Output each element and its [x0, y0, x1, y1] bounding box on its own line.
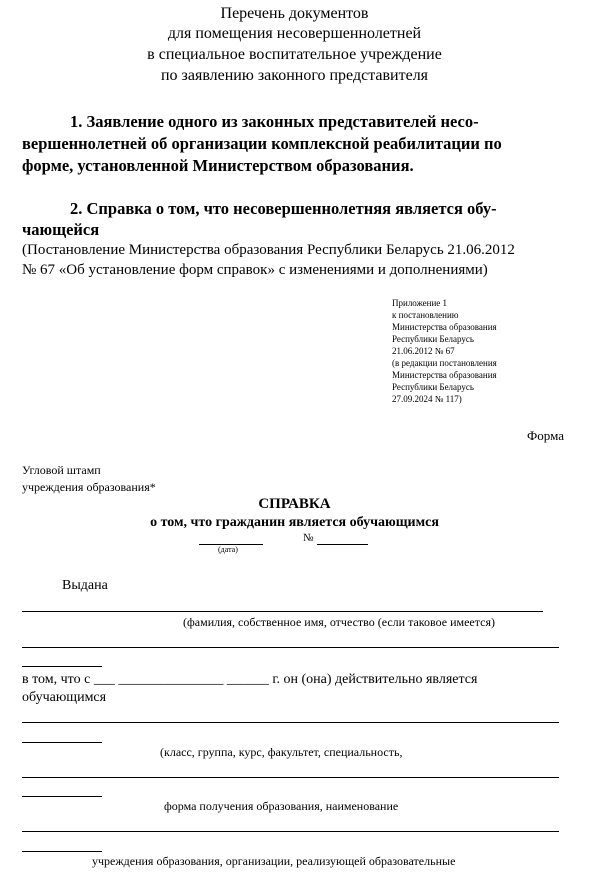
- number-line: [317, 544, 368, 545]
- fio-caption: (фамилия, собственное имя, отчество (если таковое имеется): [183, 615, 495, 629]
- appendix-block: [392, 297, 497, 405]
- appendix-line: Приложение 1: [392, 298, 448, 308]
- fact-text-2: обучающимся: [22, 690, 107, 705]
- form-label: Форма: [527, 428, 564, 443]
- class-caption: (класс, группа, курс, факультет, специальность,: [160, 745, 403, 759]
- institution-line: [22, 831, 559, 832]
- date-caption: (дата): [218, 545, 238, 554]
- appendix-line: к постановлению: [392, 310, 459, 320]
- item1-line-3: форме, установленной Министерством образования.: [22, 156, 414, 175]
- appendix-line: Министерства образования: [392, 322, 497, 332]
- item2-note-2: № 67 «Об установление форм справок» с изменениями и дополнениями): [22, 262, 488, 278]
- stamp-line-2: учреждения образования*: [22, 480, 156, 494]
- header-line-2: для помещения несовершеннолетней: [167, 25, 422, 42]
- form-line-short: [22, 796, 102, 797]
- blank-line-short: [22, 666, 102, 667]
- appendix-line: 21.06.2012 № 67: [392, 346, 455, 356]
- fio-line: [22, 611, 543, 612]
- appendix-line: Республики Беларусь: [392, 382, 475, 392]
- class-line: [22, 722, 559, 723]
- item2-line-1: 2. Справка о том, что несовершеннолетняя является обу-: [70, 199, 497, 218]
- class-line-short: [22, 742, 102, 743]
- appendix-line: (в редакции постановления: [392, 358, 497, 368]
- issued-label: Выдана: [62, 578, 108, 593]
- form-caption: форма получения образования, наименование: [164, 799, 399, 813]
- header-line-1: Перечень документов: [220, 5, 369, 22]
- item1-line-2: вершеннолетней об организации комплексной реабилитации по: [22, 134, 502, 153]
- institution-caption: учреждения образования, организации, реализующей образовательные: [92, 854, 456, 868]
- appendix-line: Республики Беларусь: [392, 334, 475, 344]
- appendix-line: 27.09.2024 № 117): [392, 394, 462, 404]
- header-line-3: в специальное воспитательное учреждение: [147, 46, 442, 63]
- number-sign: №: [303, 532, 314, 544]
- item2-note-1: (Постановление Министерства образования Республики Беларусь 21.06.2012: [22, 242, 515, 258]
- appendix-line: Министерства образования: [392, 370, 497, 380]
- institution-line-short: [22, 851, 102, 852]
- header-line-4: по заявлению законного представителя: [160, 67, 429, 84]
- fact-text: в том, что с ___ _______________ ______ г. он (она) действительно является: [22, 672, 478, 687]
- form-line: [22, 777, 559, 778]
- blank-line: [22, 647, 559, 648]
- item1-line-1: 1. Заявление одного из законных представителей несо-: [70, 112, 479, 131]
- stamp-line-1: Угловой штамп: [22, 463, 101, 477]
- certificate-subtitle: о том, что гражданин является обучающимся: [150, 515, 439, 530]
- item2-line-2: чающейся: [22, 220, 100, 239]
- certificate-title: СПРАВКА: [258, 496, 331, 512]
